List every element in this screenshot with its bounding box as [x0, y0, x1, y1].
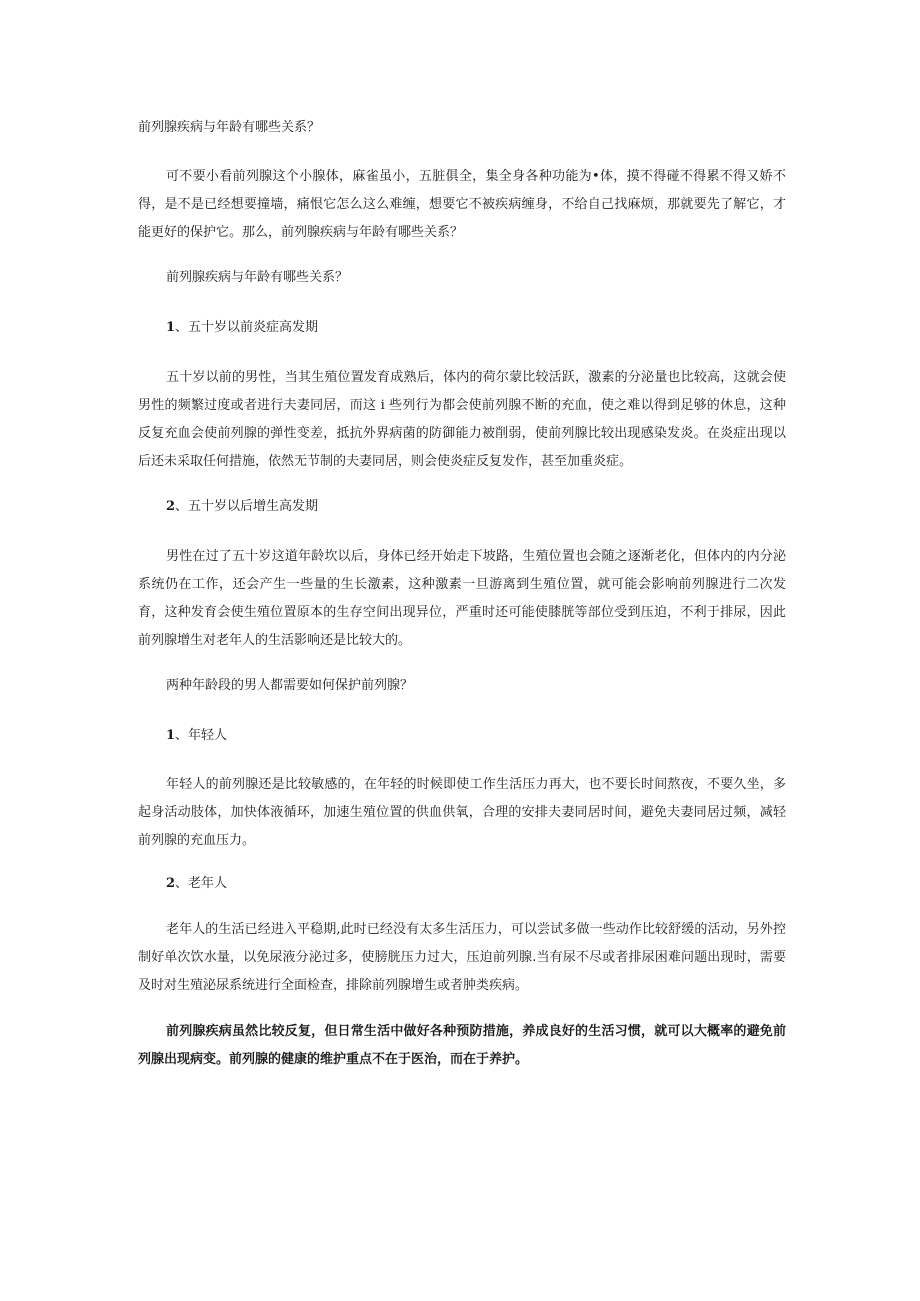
section2-item1-number: 1	[166, 728, 176, 743]
section2-item2-label: 、老年人	[175, 876, 228, 891]
section1-heading: 前列腺疾病与年龄有哪些关系？	[166, 270, 349, 285]
document-title: 前列腺疾病与年龄有哪些关系？	[138, 120, 321, 135]
section2-item1-paragraph: 年轻人的前列腺还是比较敏感的，在年轻的时候即使工作生活压力再大，也不要长时间熬夜，不要久坐，多起身活动肢体，加快体液循环，加速生殖位置的供血供氧，合理的安排夫妻同居时间，避免夫妻同居过频，减轻前列腺的充血压力。	[138, 777, 786, 848]
section1-item2-number: 2	[166, 499, 176, 514]
section2-item1-heading	[166, 726, 227, 746]
section2-item2-paragraph: 老年人的生活已经进入平稳期,此时已经没有太多生活压力，可以尝试多做一些动作比较舒缓的活动，另外控制好单次饮水量，以免尿液分泌过多，使膀胱压力过大，压迫前列腺.当有尿不尽或者排尿困难问题出现时，需要及时对生殖泌尿系统进行全面检查，排除前列腺增生或者肿类疾病。	[138, 922, 786, 993]
intro-paragraph: 可不要小看前列腺这个小腺体，麻雀虽小，五脏俱全，集全身各种功能为•体，摸不得碰不得累不得又娇不得，是不是已经想要撞墙，痛恨它怎么这么难缠，想要它不被疾病缠身，不给自己找麻烦，那就要先了解它，才能更好的保护它。那么，前列腺疾病与年龄有哪些关系？	[138, 169, 786, 240]
section1-item2-paragraph: 男性在过了五十岁这道年龄坎以后，身体已经开始走下坡路，生殖位置也会随之逐渐老化，但体内的内分泌系统仍在工作，还会产生一些量的生长激素，这种激素一旦游离到生殖位置，就可能会影响前列腺进行二次发育，这种发育会使生殖位置原本的生存空间出现异位，严重时还可能使膝胱等部位受到压迫，不利于排尿，因此前列腺增生对老年人的生活影响还是比较大的。	[138, 549, 786, 648]
section1-item1-label: 、五十岁以前炎症高发期	[175, 320, 319, 335]
section1-item1-number: 1	[166, 320, 176, 335]
section1-item2-label: 、五十岁以后增生高发期	[175, 499, 319, 514]
section1-item1-paragraph: 五十岁以前的男性，当其生殖位置发育成熟后，体内的荷尔蒙比较活跃，激素的分泌量也比较高，这就会使男性的频繁过度或者进行夫妻同居，而这 i 些列行为都会使前列腺不断的充血，使之难以得到足够的休息，这种反复充血会使前列腺的弹性变差，抵抗外界病菌的防御能力被削弱，使前列腺比较出现感染发炎。在炎症出现以后还未采取任何措施，依然无节制的夫妻同居，则会使炎症反复发作，甚至加重炎症。	[138, 370, 786, 469]
section2-item2-number: 2	[166, 876, 176, 891]
conclusion-paragraph: 前列腺疾病虽然比较反复，但日常生活中做好各种预防措施，养成良好的生活习惯，就可以大概率的避免前列腺出现病变。前列腺的健康的维护重点不在于医治，而在于养护。	[138, 1024, 786, 1067]
section2-item1-label: 、年轻人	[175, 728, 228, 743]
section1-item1-heading	[166, 318, 318, 338]
section2-heading: 两种年龄段的男人都需要如何保护前列腺？	[166, 678, 414, 693]
section1-item2-heading	[166, 497, 318, 517]
section2-item2-heading	[166, 874, 227, 894]
